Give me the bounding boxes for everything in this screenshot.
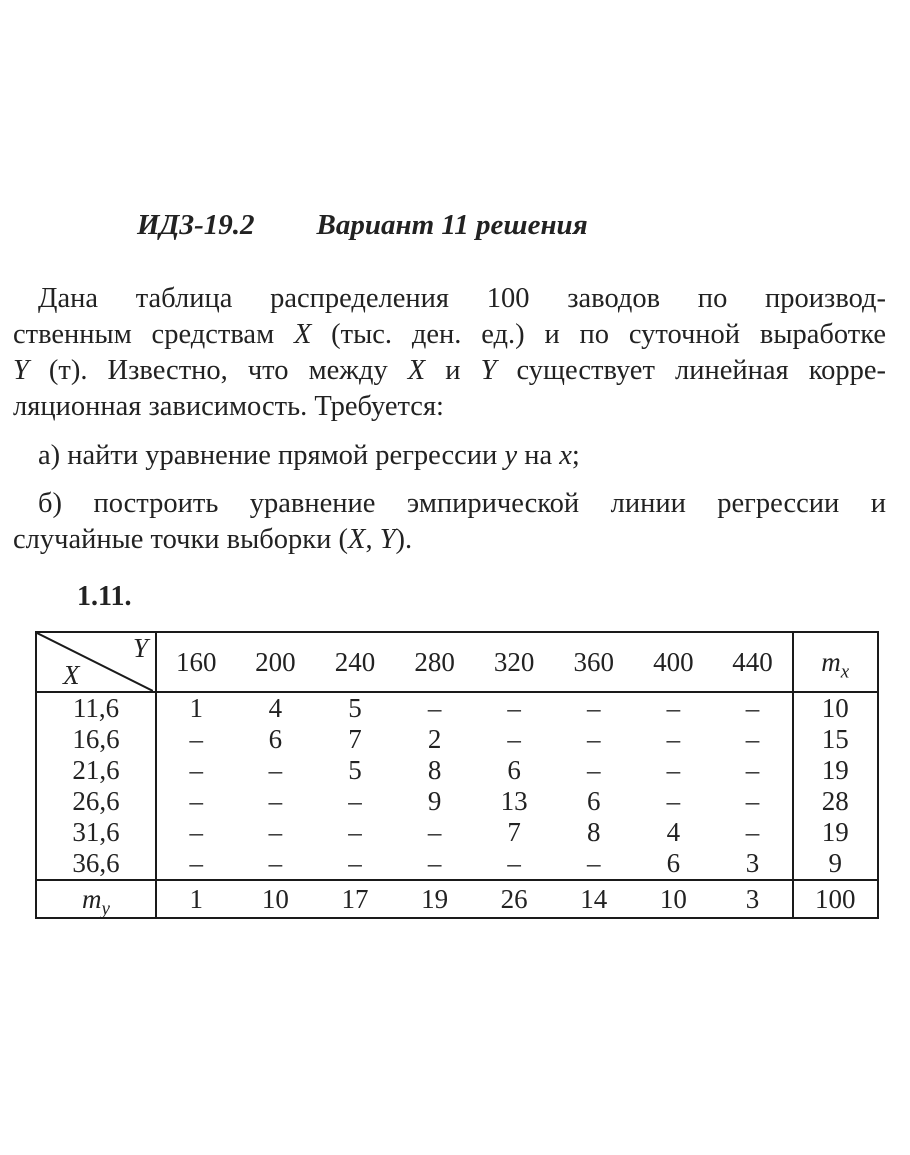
column-header: 400: [634, 632, 714, 692]
table-cell: 6: [666, 848, 681, 878]
table-row: [36, 848, 878, 880]
column-header: 360: [554, 632, 634, 692]
column-header: 280: [395, 632, 475, 692]
table-cell: –: [507, 693, 521, 723]
column-header: 440: [713, 632, 793, 692]
table-cell: –: [268, 817, 283, 847]
table-cell: 7: [348, 724, 362, 754]
table-cell: –: [587, 755, 601, 785]
table-cell: –: [189, 848, 204, 878]
column-total: 10: [634, 880, 714, 918]
table-cell: 8: [587, 817, 601, 847]
row-total: 19: [793, 755, 878, 786]
table-cell: –: [427, 848, 442, 878]
table-number-label: 1.11.: [77, 581, 132, 612]
table-cell: –: [745, 724, 760, 754]
table-cell: 3: [745, 848, 760, 878]
table-cell: –: [427, 693, 442, 723]
corner-cell: [36, 632, 156, 692]
paragraph-line: случайные точки выборки (X, Y).: [13, 524, 413, 555]
table-cell: –: [745, 693, 760, 723]
row-label: 31,6: [36, 817, 156, 848]
task-item-a: [13, 438, 886, 474]
table-cell: 1: [189, 693, 204, 723]
title-course-code: ИДЗ-19.2: [137, 209, 255, 241]
table-cell: 5: [348, 755, 362, 785]
column-header: 320: [474, 632, 554, 692]
row-label: 36,6: [36, 848, 156, 880]
variable-y: Y: [480, 355, 497, 386]
table-row: [36, 786, 878, 817]
row-total: 19: [793, 817, 878, 848]
paragraph-line: б) построить уравнение эмпирической линии регрессии и: [38, 488, 886, 519]
column-total: 26: [474, 880, 554, 918]
table-cell: –: [666, 693, 681, 723]
table-cell: –: [268, 786, 283, 816]
table-cell: 9: [427, 786, 442, 816]
table-cell: –: [587, 693, 601, 723]
column-total: 3: [713, 880, 793, 918]
column-total: 19: [395, 880, 475, 918]
table-cell: 2: [427, 724, 442, 754]
table-cell: –: [507, 724, 521, 754]
table-cell: –: [666, 786, 681, 816]
paragraph-line: ственным средствам X (тыс. ден. ед.) и по суточной выработке: [13, 319, 886, 350]
variable-x: X: [293, 319, 312, 350]
paragraph-line: Дана таблица распределения 100 заводов по производ-: [38, 283, 886, 314]
table-cell: –: [348, 786, 362, 816]
table-cell: –: [348, 817, 362, 847]
column-header: 160: [156, 632, 236, 692]
variable-x: X: [348, 524, 366, 555]
row-total: 9: [793, 848, 878, 880]
table-cell: 6: [268, 724, 283, 754]
column-total: 17: [315, 880, 395, 918]
table-cell: –: [268, 848, 283, 878]
table-cell: –: [587, 724, 601, 754]
table-cell: 4: [666, 817, 681, 847]
table-cell: –: [348, 848, 362, 878]
row-total: 15: [793, 724, 878, 755]
variable-y: Y: [13, 355, 29, 386]
column-header: 200: [236, 632, 316, 692]
table-cell: 6: [587, 786, 601, 816]
totals-row: [36, 880, 878, 918]
distribution-table: [35, 631, 879, 919]
table-cell: 8: [427, 755, 442, 785]
table-cell: –: [189, 724, 204, 754]
table-cell: –: [189, 786, 204, 816]
column-total: 1: [156, 880, 236, 918]
table-cell: 13: [500, 786, 528, 816]
table-cell: –: [666, 755, 681, 785]
row-label: 26,6: [36, 786, 156, 817]
table-row: [36, 755, 878, 786]
corner-x-label: X: [63, 660, 80, 690]
paragraph-line: ляционная зависимость. Требуется:: [13, 391, 444, 422]
table-cell: 5: [348, 693, 362, 723]
row-total: 28: [793, 786, 878, 817]
table-cell: –: [189, 817, 204, 847]
variable-x: X: [407, 355, 426, 386]
grand-total: 100: [793, 880, 878, 918]
intro-paragraph: [13, 281, 886, 425]
column-header: 240: [315, 632, 395, 692]
row-label: 21,6: [36, 755, 156, 786]
table-cell: –: [745, 786, 760, 816]
mx-column-header: $m_x$: [793, 632, 878, 692]
variable-y: Y: [379, 524, 396, 555]
table-row: [36, 692, 878, 724]
page-title: [137, 0, 910, 245]
table-cell: –: [745, 817, 760, 847]
title-variant: Вариант 11 решения: [316, 209, 588, 241]
table-row: [36, 817, 878, 848]
row-label: 11,6: [36, 692, 156, 724]
table-cell: –: [666, 724, 681, 754]
table-cell: 7: [507, 817, 521, 847]
table-cell: –: [268, 755, 283, 785]
task-item-b: [13, 486, 886, 558]
table-row: [36, 724, 878, 755]
paragraph-line: а) найти уравнение прямой регрессии у на х;: [38, 440, 580, 471]
my-row-label: $m_y$: [36, 880, 156, 918]
table-cell: –: [189, 755, 204, 785]
variable-y: у: [504, 440, 518, 471]
row-label: 16,6: [36, 724, 156, 755]
table-cell: –: [427, 817, 442, 847]
table-cell: 4: [268, 693, 283, 723]
table-cell: –: [745, 755, 760, 785]
column-total: 10: [236, 880, 316, 918]
row-total: 10: [793, 692, 878, 724]
variable-x: х: [559, 440, 572, 471]
paragraph-line: Y (т). Известно, что между X и Y существует линейная корре-: [13, 355, 886, 386]
column-total: 14: [554, 880, 634, 918]
table-cell: 6: [507, 755, 521, 785]
corner-y-label: Y: [132, 633, 148, 663]
table-cell: –: [507, 848, 521, 878]
table-cell: –: [587, 848, 601, 878]
table-header-row: [36, 632, 878, 692]
